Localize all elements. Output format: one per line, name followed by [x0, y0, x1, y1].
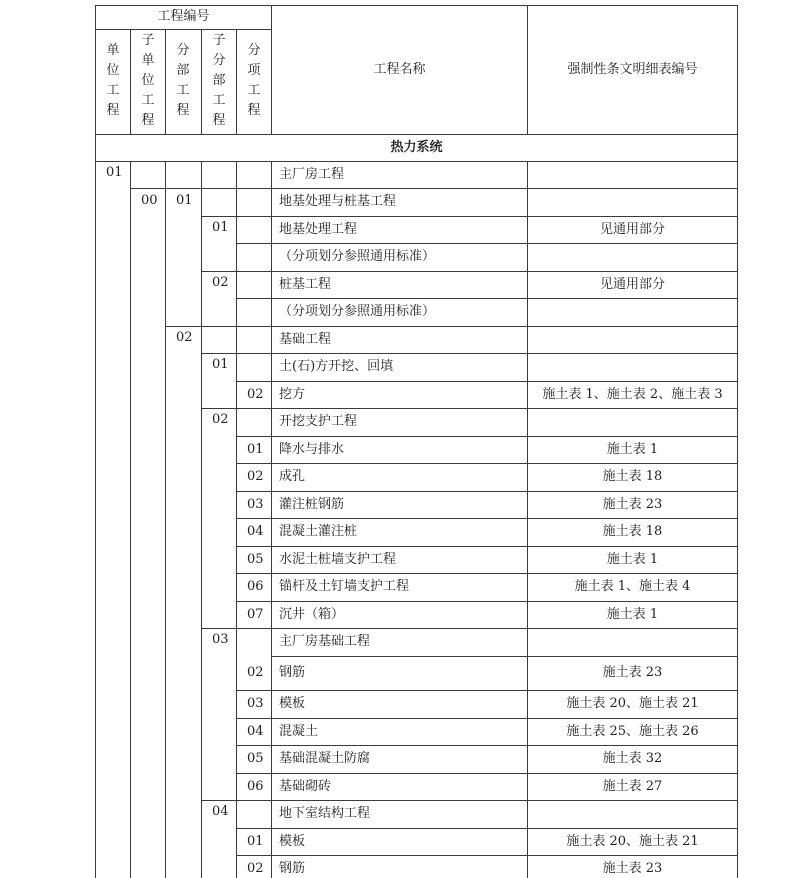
item-code: 05: [247, 552, 264, 567]
row-rule: [236, 463, 738, 464]
project-name: 桩基工程: [279, 277, 332, 292]
standard-table-ref: 施土表 27: [602, 779, 663, 794]
row-rule: [130, 188, 738, 189]
project-name: 地基处理工程: [279, 222, 358, 237]
header-group-label: 工程编号: [157, 9, 210, 24]
body-divider: [271, 161, 272, 878]
standard-table-ref: 施土表 1、施土表 4: [574, 579, 691, 594]
project-name: 地基处理与桩基工程: [279, 194, 397, 209]
header-divider: [130, 29, 131, 134]
item-code: 02: [247, 861, 264, 876]
header-col-division: 分部工程: [176, 43, 190, 118]
unit-code: 01: [106, 165, 123, 180]
table-border-left: [95, 5, 96, 878]
project-name: 基础混凝土防腐: [279, 751, 371, 766]
item-code: 06: [247, 579, 264, 594]
standard-table-ref: 施土表 32: [602, 751, 663, 766]
standard-table-ref: 施土表 25、施土表 26: [566, 724, 699, 739]
row-rule: [201, 408, 738, 409]
row-rule: [236, 601, 738, 602]
header-col-item: 分项工程: [247, 43, 261, 118]
body-divider: [165, 161, 166, 878]
row-rule: [236, 773, 738, 774]
project-name: 钢筋: [279, 665, 306, 680]
project-name: 混凝土灌注桩: [279, 524, 358, 539]
header-divider: [236, 29, 237, 134]
header-col-subunit: 子单位工程: [141, 33, 155, 128]
subdivision-code: 02: [212, 412, 229, 427]
row-rule: [201, 216, 738, 217]
standard-table-ref: 施土表 1: [606, 607, 659, 622]
row-rule: [236, 718, 738, 719]
project-name: 灌注桩钢筋: [279, 497, 345, 512]
standard-table-ref: 施土表 20、施土表 21: [566, 696, 699, 711]
header-col-unit: 单位工程: [106, 43, 120, 118]
subunit-code: 00: [141, 193, 158, 208]
project-name: 钢筋: [279, 861, 306, 876]
project-name: 土(石)方开挖、回填: [279, 359, 394, 374]
division-code: 01: [176, 193, 193, 208]
standard-table-ref: 施土表 18: [602, 469, 663, 484]
project-name: 混凝土: [279, 724, 319, 739]
row-rule: [236, 518, 738, 519]
item-code: 03: [247, 497, 264, 512]
header-col-subdivision: 子分部工程: [212, 33, 226, 128]
project-name: 模板: [279, 834, 306, 849]
table-border-right: [737, 5, 738, 878]
row-rule: [201, 271, 738, 272]
row-rule: [165, 326, 738, 327]
project-name: 主厂房工程: [279, 167, 345, 182]
body-divider: [236, 161, 237, 878]
standard-table-ref: 施土表 18: [602, 524, 663, 539]
project-name: 降水与排水: [279, 442, 345, 457]
project-name: （分项划分参照通用标准）: [279, 249, 436, 264]
header-col-table: 强制性条文明细表编号: [567, 62, 698, 77]
item-code: 02: [247, 469, 264, 484]
standard-table-ref: 施土表 23: [602, 861, 663, 876]
project-name: 基础工程: [279, 332, 332, 347]
item-code: 05: [247, 751, 264, 766]
item-code: 03: [247, 696, 264, 711]
row-rule: [236, 381, 738, 382]
standard-table-ref: 施土表 1、施土表 2、施土表 3: [542, 387, 723, 402]
row-rule: [236, 546, 738, 547]
project-name: 挖方: [279, 387, 306, 402]
row-rule: [236, 745, 738, 746]
item-code: 07: [247, 607, 264, 622]
row-rule: [271, 656, 738, 657]
row-rule: [236, 436, 738, 437]
item-code: 04: [247, 524, 264, 539]
header-divider: [201, 29, 202, 134]
item-code: 01: [247, 442, 264, 457]
row-rule: [201, 353, 738, 354]
item-code: 02: [247, 665, 264, 680]
standard-table-ref: 见通用部分: [599, 222, 665, 237]
project-name: 水泥土桩墙支护工程: [279, 552, 397, 567]
row-rule: [236, 298, 738, 299]
row-rule: [236, 855, 738, 856]
header-group-divider: [95, 29, 271, 30]
item-code: 06: [247, 779, 264, 794]
row-rule: [236, 828, 738, 829]
subdivision-code: 01: [212, 357, 229, 372]
row-rule: [236, 690, 738, 691]
row-rule: [201, 800, 738, 801]
standard-table-ref: 见通用部分: [599, 277, 665, 292]
body-divider: [130, 161, 131, 878]
project-name: 开挖支护工程: [279, 414, 358, 429]
subdivision-code: 04: [212, 804, 229, 819]
subdivision-code: 02: [212, 275, 229, 290]
header-bottom-rule: [95, 134, 738, 135]
table-border-top: [95, 5, 738, 6]
header-divider: [165, 29, 166, 134]
row-rule: [236, 243, 738, 244]
row-rule: [236, 573, 738, 574]
project-name: 地下室结构工程: [279, 806, 371, 821]
subdivision-code: 03: [212, 632, 229, 647]
standard-table-ref: 施土表 23: [602, 497, 663, 512]
row-rule: [236, 491, 738, 492]
project-name: （分项划分参照通用标准）: [279, 304, 436, 319]
division-code: 02: [176, 330, 193, 345]
item-code: 01: [247, 834, 264, 849]
item-code: 04: [247, 724, 264, 739]
subdivision-code: 01: [212, 220, 229, 235]
item-code: 02: [247, 387, 264, 402]
project-name: 成孔: [279, 469, 306, 484]
section-bottom-rule: [95, 161, 738, 162]
project-name: 主厂房基础工程: [279, 634, 371, 649]
project-name: 基础砌砖: [279, 779, 332, 794]
standard-table-ref: 施土表 23: [602, 665, 663, 680]
standard-table-ref: 施土表 1: [606, 552, 659, 567]
standard-table-ref: 施土表 1: [606, 442, 659, 457]
project-name: 沉井（箱）: [279, 607, 345, 622]
row-rule: [201, 628, 738, 629]
standard-table-ref: 施土表 20、施土表 21: [566, 834, 699, 849]
header-col-name: 工程名称: [373, 62, 426, 77]
body-divider: [201, 161, 202, 878]
project-name: 模板: [279, 696, 306, 711]
body-divider: [527, 161, 528, 878]
project-name: 锚杆及土钉墙支护工程: [279, 579, 410, 594]
section-title: 热力系统: [390, 140, 443, 155]
